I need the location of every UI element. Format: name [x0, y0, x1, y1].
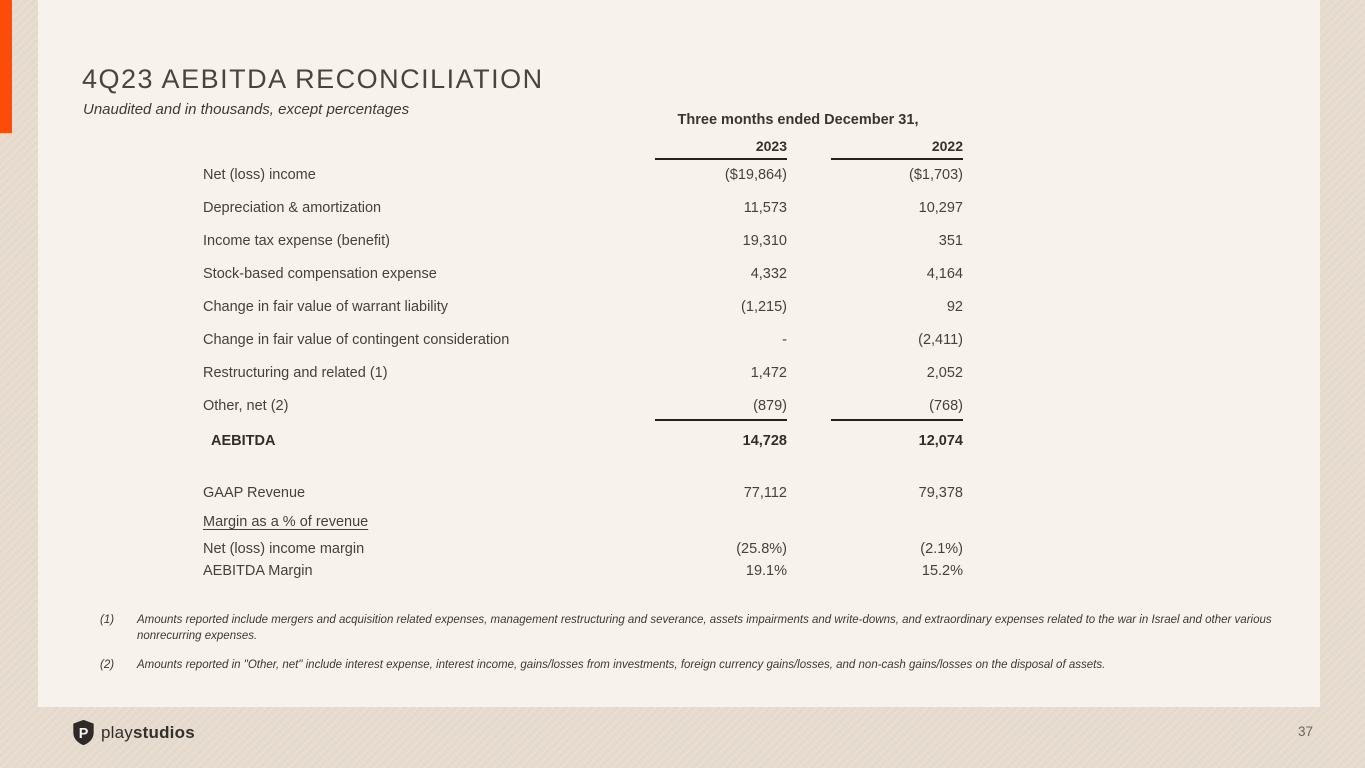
gaap-revenue-row — [203, 485, 963, 504]
row-value-2023: 19,310 — [742, 233, 787, 249]
row-value-2022: 4,164 — [926, 266, 963, 282]
row-value-2022: (2.1%) — [920, 541, 963, 557]
row-value-2023: 19.1% — [745, 563, 787, 579]
column-header-2022: 2022 — [831, 138, 963, 160]
table-row — [203, 365, 963, 384]
row-value-2022: 79,378 — [918, 485, 963, 501]
period-header: Three months ended December 31, — [677, 112, 919, 128]
row-value-2023: 4,332 — [750, 266, 787, 282]
slide-card — [38, 0, 1320, 707]
table-row — [203, 398, 963, 417]
row-label: Net (loss) income margin — [203, 541, 365, 557]
footnote-number: (2) — [100, 659, 115, 672]
row-value-2023: 14,728 — [742, 433, 787, 449]
column-header-spacer — [203, 138, 655, 160]
row-value-2022: 92 — [946, 299, 963, 315]
margin-section-label: Margin as a % of revenue — [203, 514, 369, 530]
table-row — [203, 233, 963, 252]
footnote-number: (1) — [100, 614, 115, 626]
table-row — [203, 167, 963, 186]
table-body — [203, 167, 963, 582]
footnote-1 — [100, 612, 1295, 644]
footnote-text: Amounts reported in "Other, net" include interest expense, interest income, gains/losses from investments, foreign currency gains/losses, and non-cash gains/losses on the disposal of assets. — [137, 659, 1106, 672]
footnotes — [100, 612, 1295, 673]
aebitda-total-row — [203, 433, 963, 452]
row-value-2023: ($19,864) — [724, 167, 787, 183]
playstudios-shield-icon — [72, 719, 95, 746]
table-row — [203, 541, 963, 560]
page-number: 37 — [1297, 724, 1313, 739]
table-row — [203, 332, 963, 351]
row-label: Other, net (2) — [203, 398, 289, 414]
row-label: Net (loss) income — [203, 167, 316, 183]
row-label: AEBITDA Margin — [203, 563, 313, 579]
table-row — [203, 200, 963, 219]
row-value-2022: 351 — [938, 233, 963, 249]
row-value-2022: 10,297 — [918, 200, 963, 216]
row-value-2023: - — [782, 332, 787, 348]
column-header-2023: 2023 — [655, 138, 787, 160]
footnote-2 — [100, 657, 1295, 673]
row-value-2023: (25.8%) — [736, 541, 787, 557]
row-value-2023: 77,112 — [743, 485, 787, 501]
row-label: GAAP Revenue — [203, 485, 306, 501]
table-row — [203, 299, 963, 318]
table-row — [203, 563, 963, 582]
row-value-2022: ($1,703) — [908, 167, 963, 183]
row-value-2022: 12,074 — [918, 433, 963, 449]
row-label: Income tax expense (benefit) — [203, 233, 390, 249]
row-value-2022: (768) — [831, 398, 963, 421]
row-value-2023: 11,573 — [743, 200, 787, 216]
table-row — [203, 266, 963, 285]
accent-bar — [0, 0, 12, 133]
row-value-2022: 15.2% — [921, 563, 963, 579]
playstudios-logo — [72, 719, 195, 746]
footnote-text: Amounts reported include mergers and acquisition related expenses, management restructuring and severance, assets impairments and write-downs, and extraordinary expenses related to the war in Israel and other various nonrecurring expenses. — [137, 614, 1272, 643]
row-label: AEBITDA — [211, 433, 276, 449]
table-period-header-row — [203, 112, 963, 128]
row-label: Depreciation & amortization — [203, 200, 382, 216]
page-subtitle: Unaudited and in thousands, except percentages — [83, 101, 410, 118]
logo-word-studios: studios — [133, 722, 195, 742]
row-value-2023: (879) — [655, 398, 787, 421]
row-value-2022: 2,052 — [926, 365, 963, 381]
logo-word-play: play — [101, 722, 133, 742]
table-column-headers — [203, 138, 963, 160]
row-label: Change in fair value of warrant liability — [203, 299, 449, 315]
row-label: Stock-based compensation expense — [203, 266, 437, 282]
row-value-2023: 1,472 — [750, 365, 787, 381]
margin-section-header-row — [203, 514, 963, 533]
aebitda-reconciliation-table — [203, 112, 963, 582]
row-value-2023: (1,215) — [741, 299, 787, 315]
row-label: Change in fair value of contingent consideration — [203, 332, 510, 348]
row-value-2022: (2,411) — [918, 332, 963, 348]
svg-text:P: P — [78, 725, 89, 742]
row-label: Restructuring and related (1) — [203, 365, 388, 381]
page-title: 4Q23 AEBITDA RECONCILIATION — [82, 64, 544, 94]
playstudios-wordmark — [101, 723, 195, 743]
